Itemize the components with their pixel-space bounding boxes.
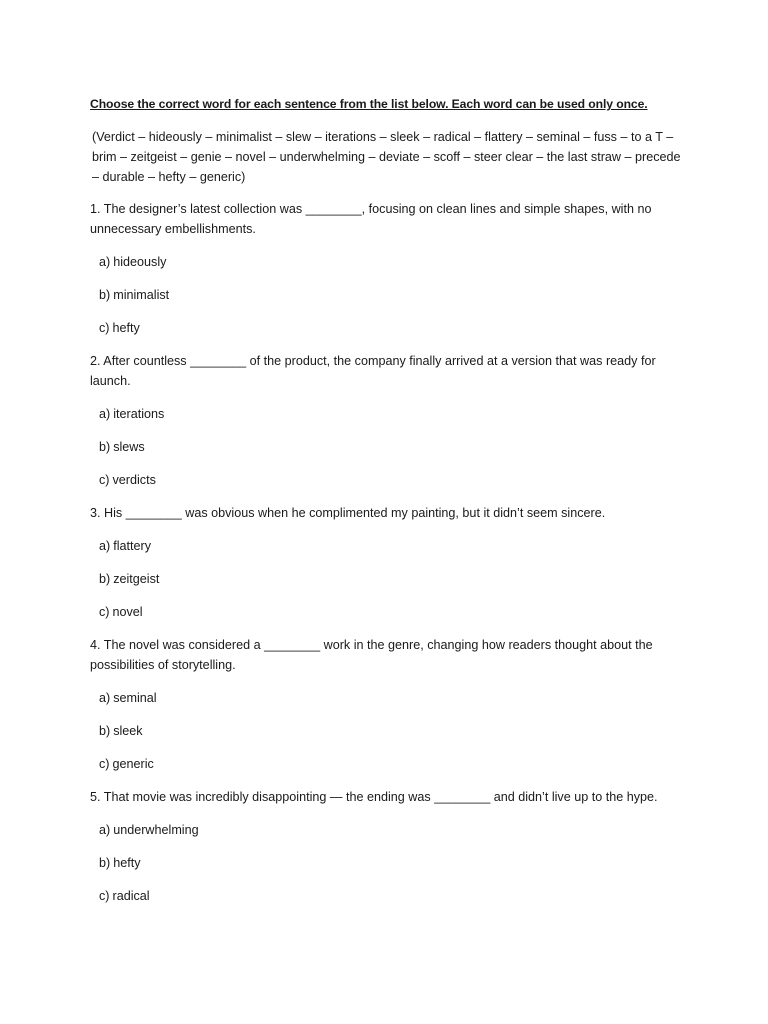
answer-option: [99, 886, 690, 906]
question-text: 3. His ________ was obvious when he complimented my painting, but it didn’t seem sincere.: [90, 506, 606, 520]
question-text: 5. That movie was incredibly disappointing — the ending was ________ and didn’t live up to the hype.: [90, 790, 658, 804]
answer-option: [99, 404, 690, 424]
option-text: hefty: [113, 856, 141, 870]
option-letter: c): [99, 889, 110, 903]
option-letter: b): [99, 572, 111, 586]
answer-options: [90, 404, 690, 490]
question-item: [90, 199, 690, 338]
question-item: [90, 635, 690, 774]
answer-options: [90, 252, 690, 338]
question-text: 1. The designer’s latest collection was ________, focusing on clean lines and simple shapes, with no unnecessary embellishments.: [90, 202, 652, 236]
answer-option: [99, 853, 690, 873]
option-letter: c): [99, 473, 110, 487]
option-text: hefty: [112, 321, 140, 335]
word-list-text: (Verdict – hideously – minimalist – slew – iterations – sleek – radical – flattery – seminal – fuss – to a T – brim – zeitgeist – genie – novel – underwhelming – deviate – scoff – steer clear – the last straw – precede – durable – hefty – generic): [92, 130, 681, 184]
option-letter: c): [99, 605, 110, 619]
question-text: 4. The novel was considered a ________ work in the genre, changing how readers thought about the possibilities of storytelling.: [90, 638, 653, 672]
option-letter: b): [99, 724, 111, 738]
answer-options: [90, 536, 690, 622]
option-text: novel: [112, 605, 143, 619]
question-text: 2. After countless ________ of the product, the company finally arrived at a version that was ready for launch.: [90, 354, 656, 388]
word-list: [90, 127, 690, 187]
option-text: hideously: [113, 255, 167, 269]
option-text: iterations: [113, 407, 165, 421]
answer-option: [99, 536, 690, 556]
option-letter: b): [99, 440, 111, 454]
option-text: radical: [112, 889, 150, 903]
answer-option: [99, 754, 690, 774]
option-letter: c): [99, 757, 110, 771]
option-text: slews: [113, 440, 145, 454]
option-letter: c): [99, 321, 110, 335]
option-letter: b): [99, 856, 111, 870]
option-text: generic: [112, 757, 154, 771]
question-item: [90, 351, 690, 490]
answer-option: [99, 569, 690, 589]
answer-option: [99, 688, 690, 708]
option-text: flattery: [113, 539, 151, 553]
option-text: zeitgeist: [113, 572, 160, 586]
answer-options: [90, 688, 690, 774]
question-item: [90, 787, 690, 906]
question-item: [90, 503, 690, 622]
question-list: [90, 199, 690, 906]
answer-option: [99, 252, 690, 272]
answer-option: [99, 285, 690, 305]
option-letter: a): [99, 539, 111, 553]
option-letter: b): [99, 288, 111, 302]
option-letter: a): [99, 255, 111, 269]
answer-option: [99, 820, 690, 840]
option-text: verdicts: [112, 473, 156, 487]
answer-option: [99, 721, 690, 741]
answer-option: [99, 602, 690, 622]
answer-option: [99, 318, 690, 338]
answer-option: [99, 437, 690, 457]
option-text: underwhelming: [113, 823, 199, 837]
document-content: [90, 94, 690, 919]
option-letter: a): [99, 823, 111, 837]
answer-options: [90, 820, 690, 906]
option-letter: a): [99, 407, 111, 421]
answer-option: [99, 470, 690, 490]
option-letter: a): [99, 691, 111, 705]
option-text: sleek: [113, 724, 143, 738]
option-text: minimalist: [113, 288, 170, 302]
option-text: seminal: [113, 691, 157, 705]
instructions-heading: Choose the correct word for each sentence from the list below. Each word can be used only once.: [90, 97, 648, 111]
